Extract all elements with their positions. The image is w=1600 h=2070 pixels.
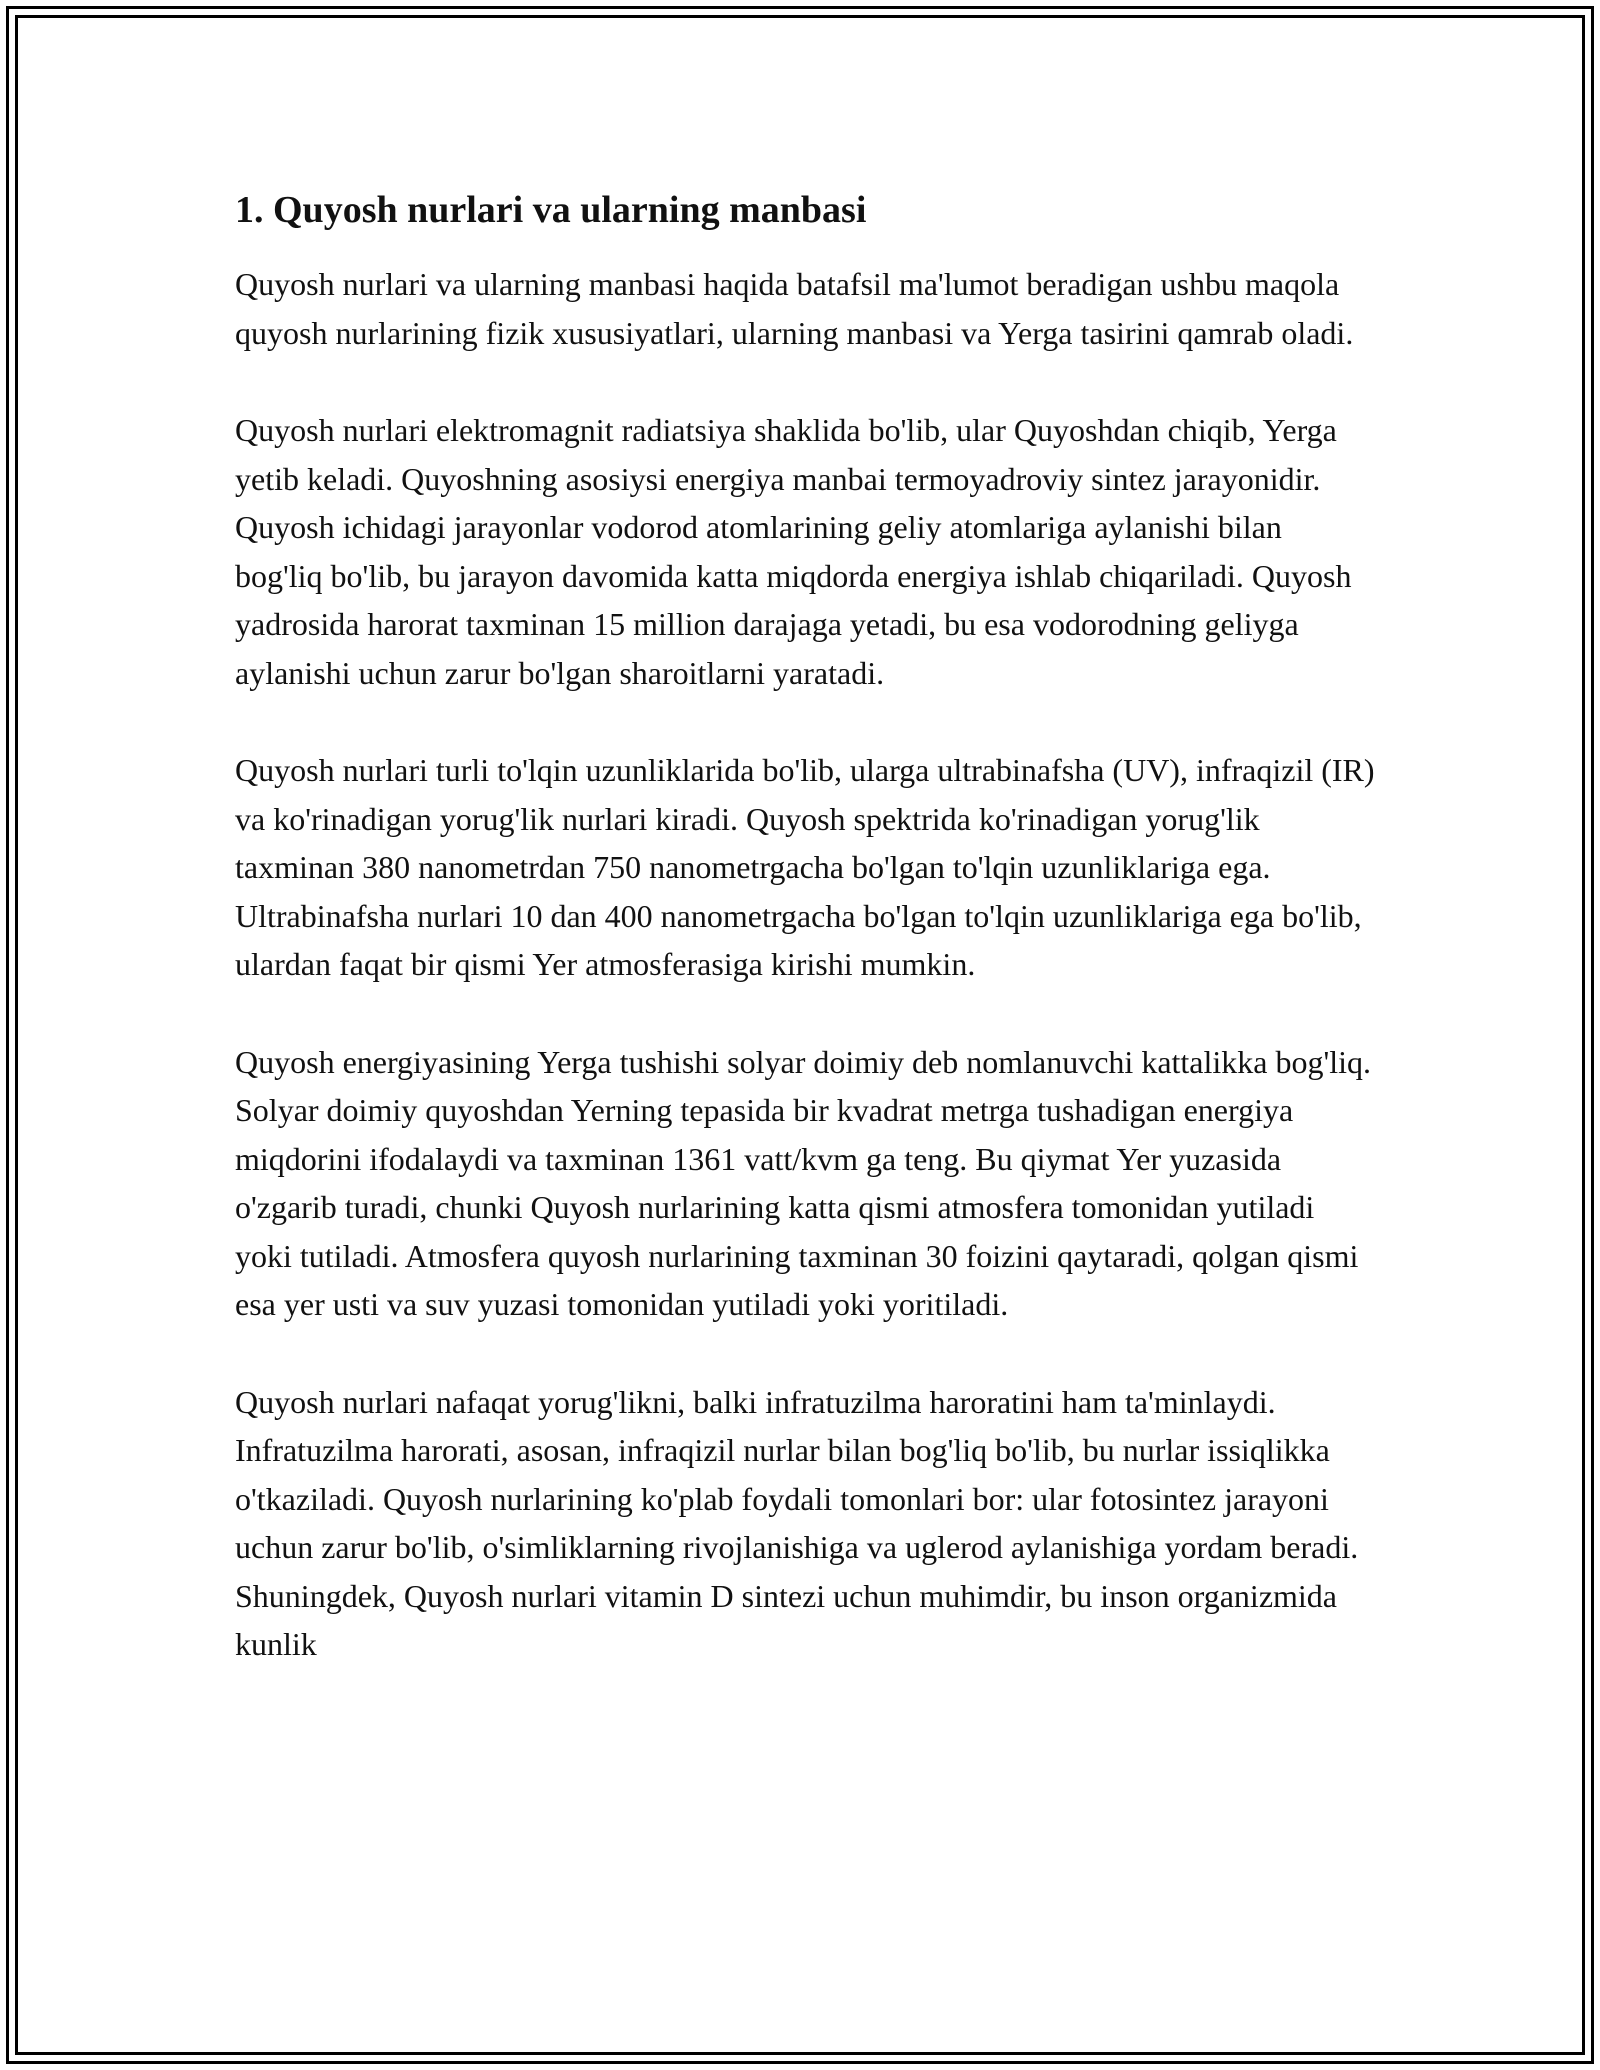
section-heading: 1. Quyosh nurlari va ularning manbasi (235, 189, 867, 231)
document-body (235, 186, 1375, 1718)
paragraph-benefits: Quyosh nurlari nafaqat yorug'likni, balki infratuzilma haroratini ham ta'minlaydi. Infratuzilma harorati, asosan, infraqizil nurlar bilan bog'liq bo'lib, bu nurlar issiqlikka o'tkaziladi. Quyosh nurlarining ko'plab foydali tomonlari bor: ular fotosintez jarayoni uchun zarur bo'lib, o'simliklarning rivojlanishiga va uglerod aylanishiga yordam beradi. Shuningdek, Quyosh nurlari vitamin D sintezi uchun muhimdir, bu inson organizmida kunlik (235, 1383, 1359, 1662)
paragraph-source: Quyosh nurlari elektromagnit radiatsiya shaklida bo'lib, ular Quyoshdan chiqib, Yerga yetib keladi. Quyoshning asosiysi energiya manbai termoyadroviy sintez jarayonidir. Quyosh ichidagi jarayonlar vodorod atomlarining geliy atomlariga aylanishi bilan bog'liq bo'lib, bu jarayon davomida katta miqdorda energiya ishlab chiqariladi. Quyosh yadrosida harorat taxminan 15 million darajaga yetadi, bu esa vodorodning geliyga aylanishi uchun zarur bo'lgan sharoitlarni yaratadi. (235, 412, 1352, 691)
paragraph-solar-constant: Quyosh energiyasining Yerga tushishi solyar doimiy deb nomlanuvchi kattalikka bog'liq. Solyar doimiy quyoshdan Yerning tepasida bir kvadrat metrga tushadigan energiya miqdorini ifodalaydi va taxminan 1361 vatt/kvm ga teng. Bu qiymat Yer yuzasida o'zgarib turadi, chunki Quyosh nurlarining katta qismi atmosfera tomonidan yutiladi yoki tutiladi. Atmosfera quyosh nurlarining taxminan 30 foizini qaytaradi, qolgan qismi esa yer usti va suv yuzasi tomonidan yutiladi yoki yoritiladi. (235, 1043, 1372, 1322)
paragraph-intro: Quyosh nurlari va ularning manbasi haqida batafsil ma'lumot beradigan ushbu maqola quyosh nurlarining fizik xususiyatlari, ularning manbasi va Yerga tasirini qamrab oladi. (235, 266, 1354, 351)
paragraph-wavelengths: Quyosh nurlari turli to'lqin uzunliklarida bo'lib, ularga ultrabinafsha (UV), infraqizil (IR) va ko'rinadigan yorug'lik nurlari kiradi. Quyosh spektrida ko'rinadigan yorug'lik taxminan 380 nanometrdan 750 nanometrgacha bo'lgan to'lqin uzunliklariga ega. Ultrabinafsha nurlari 10 dan 400 nanometrgacha bo'lgan to'lqin uzunliklariga ega bo'lib, ulardan faqat bir qismi Yer atmosferasiga kirishi mumkin. (235, 752, 1375, 982)
